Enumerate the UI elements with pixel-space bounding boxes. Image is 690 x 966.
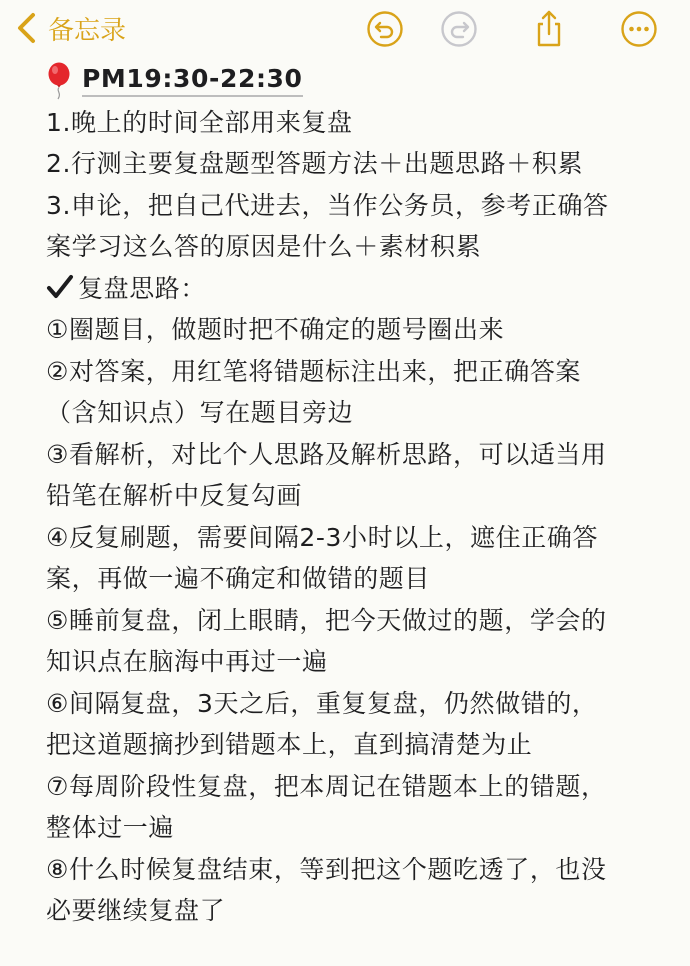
undo-circle-icon bbox=[366, 10, 404, 48]
step-line: ⑦每周阶段性复盘，把本周记在错题本上的错题， bbox=[46, 771, 607, 801]
note-line: 1.晚上的时间全部用来复盘 bbox=[46, 107, 353, 137]
notes-toolbar bbox=[0, 0, 690, 60]
step-line: 必要继续复盘了 bbox=[46, 896, 226, 925]
note-line: 2.行测主要复盘题型答题方法＋出题思路＋积累 bbox=[46, 149, 584, 178]
back-button[interactable] bbox=[14, 8, 126, 48]
section-heading: 复盘思路： bbox=[78, 273, 207, 303]
ellipsis-circle-icon bbox=[620, 10, 658, 48]
note-title: PM19:30-22:30 bbox=[82, 64, 303, 97]
note-line: 3.申论，把自己代进去，当作公务员，参考正确答 bbox=[46, 190, 609, 220]
step-line: ②对答案，用红笔将错题标注出来，把正确答案 bbox=[46, 356, 582, 386]
step-line: 知识点在脑海中再过一遍 bbox=[46, 647, 328, 676]
step-line: （含知识点）写在题目旁边 bbox=[46, 398, 354, 427]
step-line: 把这道题摘抄到错题本上，直到搞清楚为止 bbox=[46, 730, 533, 759]
step-line: 整体过一遍 bbox=[46, 813, 175, 842]
more-button[interactable] bbox=[620, 10, 658, 48]
note-title-line bbox=[46, 60, 666, 102]
back-label: 备忘录 bbox=[48, 15, 127, 46]
step-line: 铅笔在解析中反复勾画 bbox=[46, 481, 303, 510]
share-button[interactable] bbox=[530, 10, 568, 48]
note-line: 案学习这么答的原因是什么＋素材积累 bbox=[46, 232, 482, 261]
redo-button[interactable] bbox=[440, 10, 478, 48]
step-line: ④反复刷题，需要间隔2-3小时以上，遮住正确答 bbox=[46, 522, 599, 552]
step-line: ⑧什么时候复盘结束，等到把这个题吃透了，也没 bbox=[46, 854, 607, 884]
check-mark-icon bbox=[46, 273, 74, 301]
step-line: ①圈题目，做题时把不确定的题号圈出来 bbox=[46, 315, 505, 344]
note-body[interactable] bbox=[46, 60, 666, 932]
step-line: ⑤睡前复盘，闭上眼睛，把今天做过的题，学会的 bbox=[46, 605, 607, 635]
share-icon bbox=[530, 10, 568, 48]
chevron-left-icon bbox=[14, 11, 40, 45]
undo-button[interactable] bbox=[366, 10, 404, 48]
step-line: ⑥间隔复盘，3天之后，重复复盘，仍然做错的， bbox=[46, 688, 598, 718]
redo-circle-icon bbox=[440, 10, 478, 48]
section-heading-line bbox=[46, 268, 666, 310]
balloon-icon bbox=[46, 62, 74, 100]
step-line: ③看解析，对比个人思路及解析思路，可以适当用 bbox=[46, 439, 607, 469]
step-line: 案，再做一遍不确定和做错的题目 bbox=[46, 564, 431, 593]
